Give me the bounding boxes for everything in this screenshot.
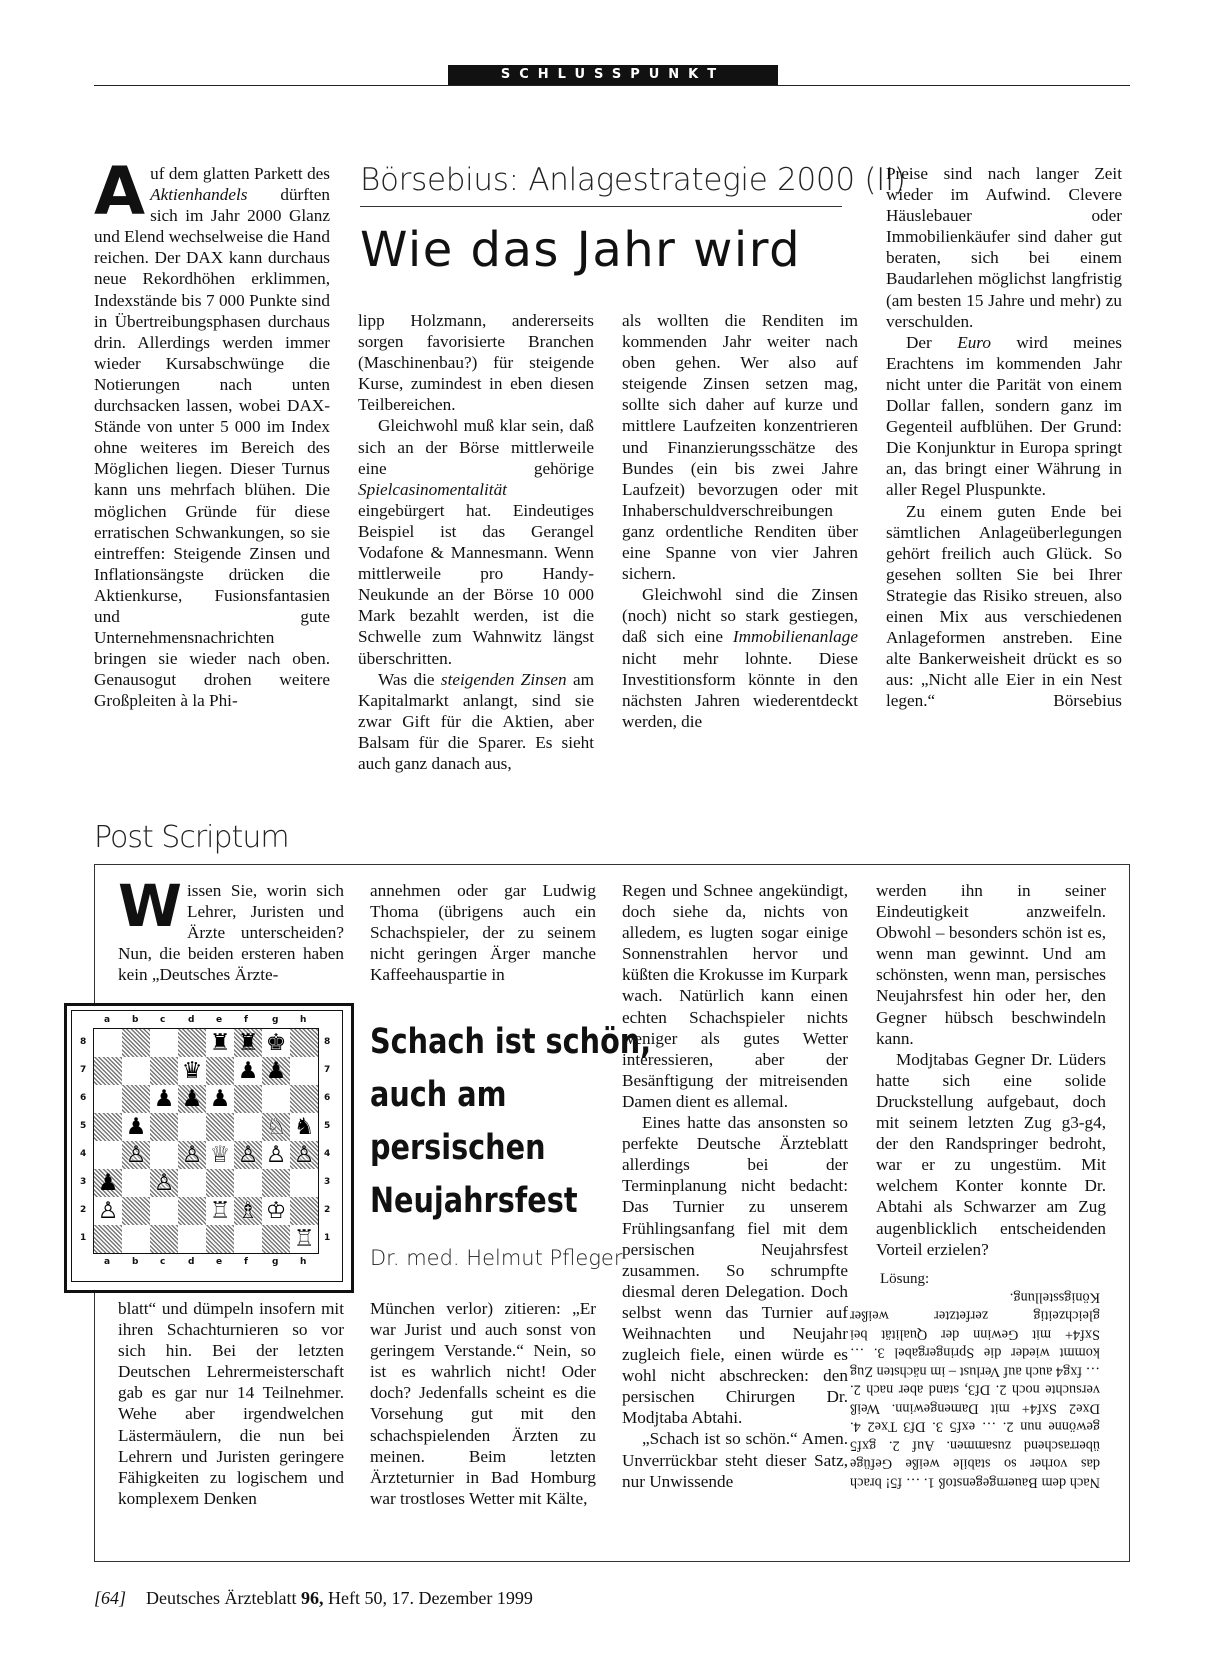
paragraph: Modjtabas Gegner Dr. Lüders hatte sich eine solide Druckstellung aufgebaut, doch mit seinem letzten Zug g3-g4, der den Randspringer bedroht, war er zu ungestüm. Mit welchem Konter konnte Dr. Abtahi als Schwarzer am Zug augenblicklich entscheidenden Vorteil erzielen? <box>876 1049 1106 1259</box>
board-square-d2 <box>178 1197 206 1225</box>
text: Gleichwohl sind die Zinsen (noch) nicht so stark gestiegen, daß sich eine <box>622 585 858 647</box>
chess-piece-f8: ♜ <box>237 1030 259 1056</box>
rank-label-6: 6 <box>80 1093 87 1103</box>
chess-piece-b5: ♟ <box>125 1114 147 1140</box>
board-square-c1 <box>150 1225 178 1253</box>
chess-piece-d6: ♟ <box>181 1086 203 1112</box>
file-label-c: c <box>160 1257 166 1267</box>
headline-line: Schach ist schön, <box>370 1022 652 1062</box>
board-square-f3 <box>234 1169 262 1197</box>
paragraph: Regen und Schnee angekündigt, doch siehe da, nichts von alledem, es lugten sogar einige Sonnenstrahlen hervor und küßten die Krokusse im Kurpark wach. Natürlich kann einen echten Schachspieler nichts weniger als gutes Wetter interessieren, aber der Besänftigung der mitreisenden Damen dient es allemal. <box>622 881 848 1111</box>
page-number: [64] <box>94 1588 127 1608</box>
chess-board-frame <box>71 1010 343 1282</box>
rank-label-3: 3 <box>80 1177 87 1187</box>
chess-piece-f7: ♟ <box>237 1058 259 1084</box>
chess-piece-g5: ♘ <box>265 1114 287 1140</box>
solution-text-upside-down: Nach dem Bauerngegenstoß 1. … f5! brach das vorher so stabile weiße Gefüge überraschend zusammen. Auf 2. gxf5 gewönne nun 2. … exf5 3. Df3 Txe2 4. Dxe2 Sxf4+ mit Damengewinn. Weiß versuchte noch 2. Df3, stand aber nach 2. … fxg4 auch auf Verlust – im nächsten Zug kommt wieder die Springergabel 3. … Sxf4+ mit Gewinn der Qualität bei gleichzeitig zerfetzter weißer Königsstellung. <box>850 1289 1100 1491</box>
paragraph: „Schach ist so schön.“ Amen. Unverrückbar steht dieser Satz, nur Unwissende <box>622 1429 848 1491</box>
paragraph <box>622 584 858 732</box>
text: am Kapitalmarkt anlangt, sind sie zwar Gift für die Aktien, aber Balsam für die Sparer. Es sieht auch ganz danach aus, <box>358 669 594 773</box>
paragraph <box>886 501 1122 712</box>
chess-piece-e6: ♟ <box>209 1086 231 1112</box>
paragraph: als wollten die Renditen im kommenden Jahr weiter nach oben gehen. Wer also auf steigende Zinsen setzen mag, sollte sich daher auf kurze und mittlere Laufzeiten konzentrieren und Finanzierungsschätze des Bundes (ein bis zwei Jahre Laufzeit) bevorzugen oder mit Inhaberschuldverschreibungen ganz ordentliche Renditen über eine Spanne von vier Jahren sichern. <box>622 311 858 584</box>
rank-label-2: 2 <box>324 1205 331 1215</box>
board-square-g1 <box>262 1225 290 1253</box>
file-label-c: c <box>160 1015 166 1025</box>
text: Der <box>906 332 958 352</box>
chess-piece-c3: ♙ <box>153 1170 175 1196</box>
board-square-a5 <box>94 1113 122 1141</box>
chess-diagram <box>64 1003 354 1293</box>
rank-label-7: 7 <box>80 1065 87 1075</box>
board-square-h2 <box>290 1197 318 1225</box>
board-square-c4 <box>150 1141 178 1169</box>
file-label-e: e <box>216 1257 223 1267</box>
board-square-b8 <box>122 1029 150 1057</box>
chess-piece-g8: ♚ <box>265 1030 287 1056</box>
rank-label-1: 1 <box>324 1233 331 1243</box>
ps-column-2-bottom <box>370 1298 596 1509</box>
board-square-c5 <box>150 1113 178 1141</box>
rank-label-8: 8 <box>324 1037 331 1047</box>
file-label-a: a <box>104 1015 111 1025</box>
board-square-h6 <box>290 1085 318 1113</box>
chess-piece-g2: ♔ <box>265 1198 287 1224</box>
kicker-rule <box>360 206 842 207</box>
article-column-1 <box>94 153 330 711</box>
ps-column-1-top <box>118 872 344 985</box>
paragraph: Preise sind nach langer Zeit wieder im Aufwind. Clevere Häuslebauer oder Immobilienkäufer sind daher gut beraten, sich bei einem Baudarlehen möglichst langfristig (am besten 15 Jahre und mehr) zu verschulden. <box>886 164 1122 331</box>
board-square-h7 <box>290 1057 318 1085</box>
chess-headline <box>370 1016 652 1228</box>
file-label-h: h <box>300 1257 307 1267</box>
chess-piece-f4: ♙ <box>237 1142 259 1168</box>
paragraph <box>358 415 594 668</box>
board-square-a1 <box>94 1225 122 1253</box>
file-label-f: f <box>244 1015 248 1025</box>
article-column-4 <box>886 163 1122 711</box>
chess-piece-a2: ♙ <box>97 1198 119 1224</box>
chess-piece-d7: ♛ <box>181 1058 203 1084</box>
board-square-b7 <box>122 1057 150 1085</box>
drop-cap: W <box>118 872 182 940</box>
headline-line: Neujahrsfest <box>370 1181 578 1221</box>
rank-label-7: 7 <box>324 1065 331 1075</box>
chess-author: Dr. med. Helmut Pfleger <box>370 1246 623 1270</box>
rank-label-6: 6 <box>324 1093 331 1103</box>
article-column-3 <box>622 310 858 732</box>
board-square-e7 <box>206 1057 234 1085</box>
section-header-band <box>448 65 778 85</box>
headline-line: auch am <box>370 1075 507 1115</box>
solution-label: Lösung: <box>880 1271 930 1287</box>
chess-piece-h5: ♞ <box>293 1114 315 1140</box>
board-square-d3 <box>178 1169 206 1197</box>
ps-column-1-bottom <box>118 1298 344 1509</box>
file-label-d: d <box>188 1015 195 1025</box>
board-square-c7 <box>150 1057 178 1085</box>
board-square-a6 <box>94 1085 122 1113</box>
chess-piece-g7: ♟ <box>265 1058 287 1084</box>
signature: Börsebius <box>1053 691 1122 711</box>
text: wird meines Erachtens im kommenden Jahr nicht unter die Parität von einem Dollar fallen, sondern ganz im Gegenteil aufblühen. Der Grund: Die Konjunktur in Europa springt an, das bringt einer Währung in aller Regel Pluspunkte. <box>886 332 1122 500</box>
board-square-c8 <box>150 1029 178 1057</box>
board-square-b6 <box>122 1085 150 1113</box>
chess-piece-b4: ♙ <box>125 1142 147 1168</box>
file-label-d: d <box>188 1257 195 1267</box>
file-label-h: h <box>300 1015 307 1025</box>
chess-piece-f2: ♗ <box>237 1198 259 1224</box>
section-label: SCHLUSSPUNKT <box>500 67 726 82</box>
text: Gleichwohl muß klar sein, daß sich an der Börse mittlerweile eine gehörige <box>358 416 594 478</box>
board-square-a7 <box>94 1057 122 1085</box>
page-footer <box>94 1588 533 1609</box>
emphasis: steigenden Zinsen <box>440 669 567 689</box>
chess-piece-e2: ♖ <box>209 1198 231 1224</box>
board-square-d8 <box>178 1029 206 1057</box>
board-square-b1 <box>122 1225 150 1253</box>
emphasis: Aktienhandels <box>150 185 248 205</box>
emphasis: Spielcasinomentalität <box>358 479 507 499</box>
emphasis: Immobilienanlage <box>732 627 858 647</box>
file-label-f: f <box>244 1257 248 1267</box>
text: nicht mehr lohnte. Diese Investitionsform könnte in den nächsten Jahren wiederentdeckt werden, die <box>622 648 858 731</box>
issue: Heft 50, 17. Dezember 1999 <box>327 1588 533 1608</box>
paragraph: Eines hatte das ansonsten so perfekte Deutsche Ärzteblatt allerdings bei der Terminplanung nicht bedacht: Das Turnier zu unserem Frühlingsanfang fiel mit dem persischen Neujahrsfest zusammen. So schrumpfte diesmal deren Delegation. Doch selbst wenn das Turnier auf Weihnachten und Neujahr zugleich fiele, einen würde es wohl nicht abschrecken: den persischen Chirurgen Dr. Modjtaba Abtahi. <box>622 1113 848 1428</box>
rank-label-3: 3 <box>324 1177 331 1187</box>
rank-label-4: 4 <box>80 1149 87 1159</box>
paragraph <box>886 332 1122 501</box>
board-square-e1 <box>206 1225 234 1253</box>
chess-piece-a3: ♟ <box>97 1170 119 1196</box>
article-headline: Wie das Jahr wird <box>360 222 802 278</box>
board-square-h8 <box>290 1029 318 1057</box>
board-square-e3 <box>206 1169 234 1197</box>
board-square-f1 <box>234 1225 262 1253</box>
board-square-d1 <box>178 1225 206 1253</box>
emphasis: Euro <box>957 332 991 352</box>
rank-label-5: 5 <box>324 1121 331 1131</box>
ps-column-2-top <box>370 880 596 985</box>
board-square-g6 <box>262 1085 290 1113</box>
text: uf dem glatten Parkett des <box>150 164 330 183</box>
chess-piece-d4: ♙ <box>181 1142 203 1168</box>
article-kicker: Börsebius: Anlagestrategie 2000 (II) <box>360 162 906 198</box>
article-column-2 <box>358 310 594 774</box>
chess-piece-e4: ♕ <box>209 1142 231 1168</box>
board-square-a8 <box>94 1029 122 1057</box>
chess-piece-c6: ♟ <box>153 1086 175 1112</box>
paragraph: München verlor) zitieren: „Er war Jurist und auch sonst von geringem Verstande.“ Nein, so ist es wahrlich nicht! Oder doch? Jedenfalls scheint es die Vorsehung gut mit den schachspielenden Ärzten zu meinen. Beim letzten Ärzteturnier in Bad Homburg war trostloses Wetter mit Kälte, <box>370 1299 596 1508</box>
board-square-b2 <box>122 1197 150 1225</box>
paragraph <box>358 669 594 774</box>
chess-board <box>93 1028 319 1254</box>
journal-name: Deutsches Ärzteblatt <box>146 1588 297 1608</box>
text: Was die <box>378 669 441 689</box>
rank-label-8: 8 <box>80 1037 87 1047</box>
board-square-h3 <box>290 1169 318 1197</box>
headline-line: persischen <box>370 1128 546 1168</box>
paragraph: werden ihn in seiner Eindeutigkeit anzweifeln. Obwohl – besonders schön ist es, wenn man gewinnt. Und am schönsten, wenn man, persisches Neujahrsfest hin oder her, den Gegner hübsch beschwindeln kann. <box>876 881 1106 1048</box>
file-label-b: b <box>132 1257 139 1267</box>
paragraph: annehmen oder gar Ludwig Thoma (übrigens auch ein Schachspieler, der zu seinem nicht geringen Ärger manche Kaffeehauspartie in <box>370 881 596 985</box>
volume: 96, <box>300 1588 324 1608</box>
file-label-b: b <box>132 1015 139 1025</box>
postscriptum-title: Post Scriptum <box>94 820 289 855</box>
chess-piece-h1: ♖ <box>293 1226 315 1252</box>
rank-label-2: 2 <box>80 1205 87 1215</box>
ps-column-3 <box>622 880 848 1492</box>
rank-label-5: 5 <box>80 1121 87 1131</box>
file-label-g: g <box>272 1257 279 1267</box>
chess-piece-e8: ♜ <box>209 1030 231 1056</box>
chess-piece-g4: ♙ <box>265 1142 287 1168</box>
board-square-g3 <box>262 1169 290 1197</box>
file-label-a: a <box>104 1257 111 1267</box>
text: Zu einem guten Ende bei sämtlichen Anlageüberlegungen gehört freilich auch Glück. So gesehen sollten Sie bei Ihrer Strategie das Risiko streuen, also einen Mix aus verschiedenen Anlageformen anstreben. Eine alte Bankerweisheit drückt es so aus: „Nicht alle Eier in ein Nest legen.“ <box>886 501 1122 711</box>
file-label-e: e <box>216 1015 223 1025</box>
ps-column-4 <box>876 880 1106 1260</box>
board-square-b3 <box>122 1169 150 1197</box>
board-square-d5 <box>178 1113 206 1141</box>
paragraph: blatt“ und dümpeln insofern mit ihren Schachturnieren so vor sich hin. Bei der letzten Deutschen Lehrermeisterschaft gab es gar nur 14 Teilnehmer. Wehe aber irgendwelchen Lästermäulern, die nun bei Lehrern und Juristen geringere Fähigkeiten zu logischem und komplexem Denken <box>118 1299 344 1508</box>
text: dürften sich im Jahr 2000 Glanz und Elend wechselweise die Hand reichen. Der DAX kann durchaus neue Rekordhöhen erklimmen, Indexstände bis 7 000 Punkte sind in Übertreibungsphasen durchaus drin. Allerdings werden immer wieder Kursabschwünge die Notierungen nach unten durchsacken lassen, wobei DAX-Stände von unter 5 000 im Index ohne weiteres im Bereich des Möglichen liegen. Dieser Turnus kann uns mehrfach blühen. Die möglichen Gründe für diese erratischen Schwankungen, so sie eintreffen: Steigende Zinsen und Inflationsängste drücken die Aktienkurse, Fusionsfantasien und gute Unternehmensnachrichten bringen sie wieder nach oben. Genausogut drohen weitere Großpleiten à la Phi- <box>94 185 330 711</box>
chess-piece-h4: ♙ <box>293 1142 315 1168</box>
board-square-a4 <box>94 1141 122 1169</box>
file-label-g: g <box>272 1015 279 1025</box>
board-square-f6 <box>234 1085 262 1113</box>
drop-cap: A <box>94 153 146 230</box>
paragraph: lipp Holzmann, andererseits sorgen favorisierte Branchen (Maschinenbau?) für steigende Kurse, zumindest in eben diesen Teilbereichen. <box>358 311 594 415</box>
header-rule <box>94 85 1130 86</box>
rank-label-1: 1 <box>80 1233 87 1243</box>
rank-label-4: 4 <box>324 1149 331 1159</box>
board-square-e5 <box>206 1113 234 1141</box>
text: issen Sie, worin sich Lehrer, Juristen und Ärzte unterscheiden? Nun, die beiden ersteren haben kein „Deutsches Ärzte- <box>118 881 344 985</box>
board-square-c2 <box>150 1197 178 1225</box>
text: eingebürgert hat. Eindeutiges Beispiel ist das Gerangel Vodafone & Mannesmann. Wenn mittlerweile pro Handy-Neukunde an der Börse 10 000 Mark bezahlt werden, ist die Schwelle zum Wahnwitz längst überschritten. <box>358 500 594 668</box>
board-square-f5 <box>234 1113 262 1141</box>
